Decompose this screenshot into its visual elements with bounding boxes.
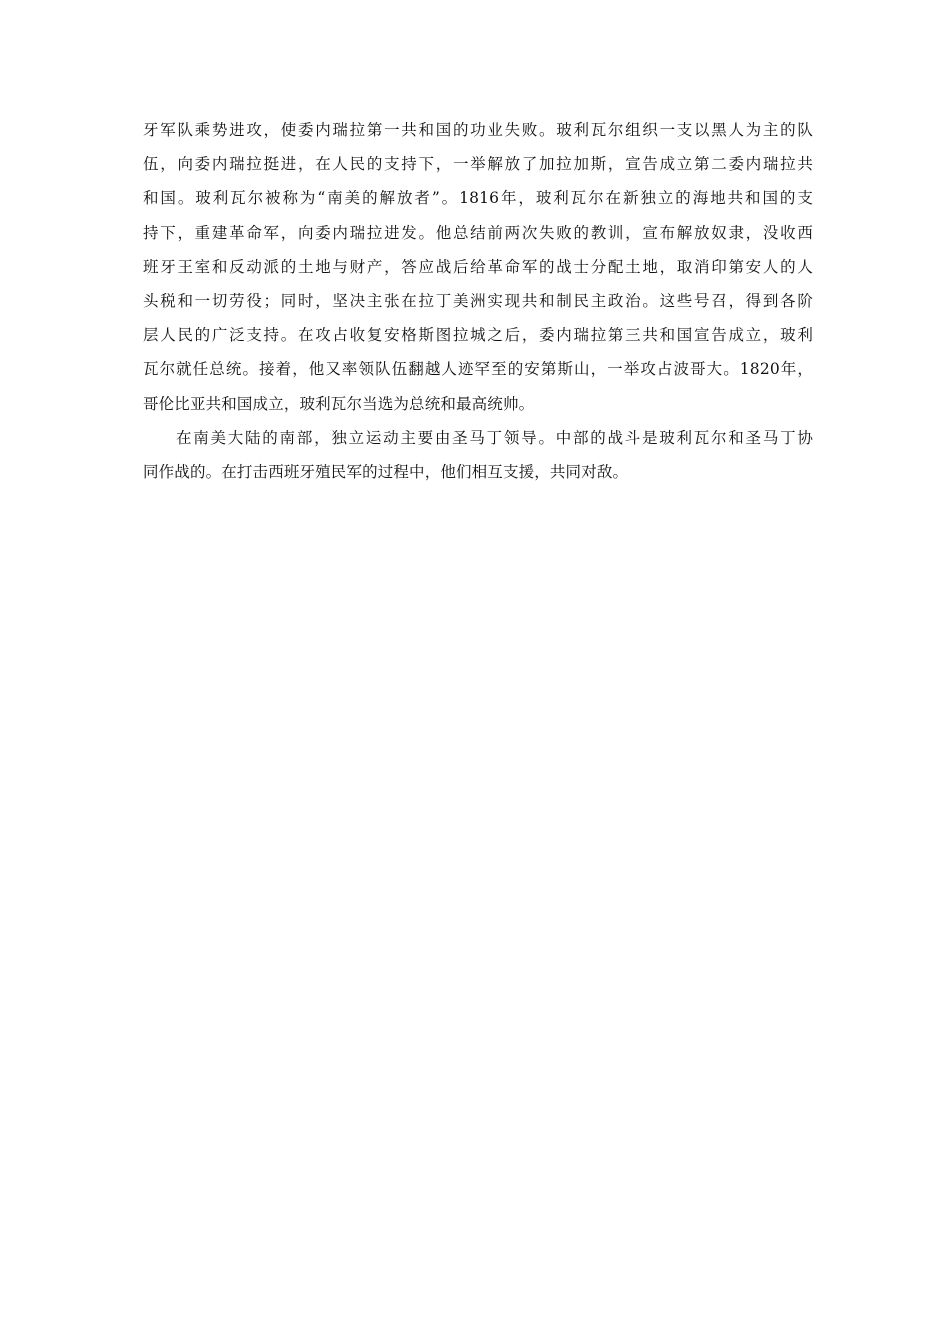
text-line: 哥伦比亚共和国成立，玻利瓦尔当选为总统和最高统帅。 bbox=[143, 394, 535, 413]
text-line: 班牙王室和反动派的土地与财产，答应战后给革命军的战士分配土地，取消印第安人的人 bbox=[143, 257, 813, 276]
text-line: 头税和一切劳役；同时，坚决主张在拉丁美洲实现共和制民主政治。这些号召，得到各阶 bbox=[143, 291, 813, 310]
text-line: 持下，重建革命军，向委内瑞拉进发。他总结前两次失败的教训，宣布解放奴隶，没收西 bbox=[143, 223, 813, 242]
text-line: 层人民的广泛支持。在攻占收复安格斯图拉城之后，委内瑞拉第三共和国宣告成立，玻利 bbox=[143, 326, 813, 345]
text-line: 在南美大陆的南部，独立运动主要由圣马丁领导。中部的战斗是玻利瓦尔和圣马丁协 bbox=[176, 428, 813, 447]
text-line: 伍，向委内瑞拉挺进，在人民的支持下，一举解放了加拉加斯，宣告成立第二委内瑞拉共 bbox=[143, 155, 813, 174]
text-line: 瓦尔就任总统。接着，他又率领队伍翻越人迹罕至的安第斯山，一举攻占波哥大。1820年， bbox=[143, 360, 813, 379]
text-line: 和国。玻利瓦尔被称为“南美的解放者”。1816年，玻利瓦尔在新独立的海地共和国的支 bbox=[143, 189, 813, 208]
text-line: 同作战的。在打击西班牙殖民军的过程中，他们相互支援，共同对敌。 bbox=[143, 462, 629, 481]
document-body bbox=[143, 113, 813, 489]
paragraph-1 bbox=[143, 113, 813, 421]
text-line: 牙军队乘势进攻，使委内瑞拉第一共和国的功业失败。玻利瓦尔组织一支以黑人为主的队 bbox=[143, 121, 813, 139]
paragraph-2 bbox=[143, 421, 813, 489]
